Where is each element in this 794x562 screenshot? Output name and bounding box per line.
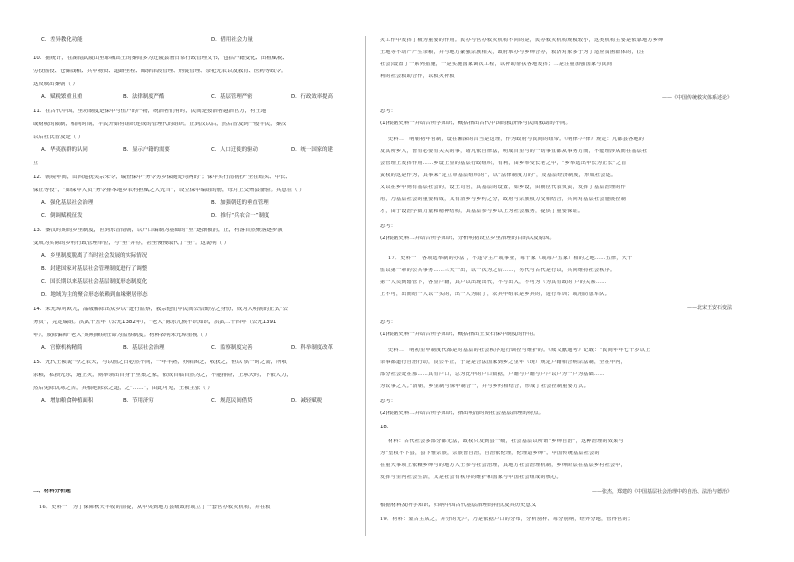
material-line: 又以在乡中则有基层社会的，设土司官，其基层的设置，如乡设，由朝臣代表负责，发挥了基层治理的作 bbox=[380, 185, 627, 190]
think-label: 思考： bbox=[380, 320, 397, 325]
material-line: 灾工作中发挥了极为重要的作用。民办与官办救灾机构不同的是，民办救灾机构规模较小，这类机构主要是依靠地方乡绅 bbox=[380, 38, 664, 43]
q11-line: 或财税的限制，相同时期，平民开始有组织连成的管理代的组织。正到汉以后，然后普及到一般平民，秦汉 bbox=[33, 122, 287, 127]
q14-option-b: B．基层社会治理 bbox=[123, 345, 165, 351]
q12-option-b: B．加强朝廷的垂直管理 bbox=[211, 200, 269, 206]
q12-line: 保正等役”，“如保甲人员”务令排本地乡农村担赋之人先当”，设立保甲编组的册，每月上交州县备验。其意在（ ） bbox=[33, 188, 305, 193]
material-line: 才，由于设治学数力量和精神结构，其基层参与乡以上为社会服务，提供了重要保证。 bbox=[380, 209, 584, 214]
q13-option-b: B．封建国家对基层社会管理制度进行了调整 bbox=[41, 266, 148, 272]
q11-line: 11．在古代中国，里坊制度是保甲与伍户的产物，统治者们有时，民间是按治者越治官方，有土地 bbox=[33, 109, 267, 114]
q11-option-a: A．华夷族群的认同 bbox=[41, 147, 88, 153]
source-citation: ——北宋王安石变法 bbox=[686, 305, 732, 311]
q9-option-d: D．借用社会力量 bbox=[211, 37, 253, 43]
q17-material-line: 部分社会处在那……具有户口，总为比甲的户口数据，户籍与户籍与户户以户为一户为基础…… bbox=[380, 372, 605, 377]
q12-option-d: D．推行“兵农合一”制度 bbox=[211, 213, 270, 219]
q13-option-a: A．乡里制度脱离了当时社会发展的实际情况 bbox=[41, 253, 148, 259]
q15-line: 15．元代王祯说“今之农夫，与以前之日必然不同，一年丰熟，亦陷困乏，收获之，但以 供一时之需，所收 bbox=[33, 360, 287, 365]
q17-material-line: 伍以第一辈的公共事务……三天一出，以一次为之后……，另代与古代是行以，共同维持社会秩序。 bbox=[380, 268, 616, 273]
material-line: 社会)设置了一系列措施，一是实施国家调次工程，以补助帮扶各地发挥；二是注重加强国家与民间 bbox=[380, 62, 613, 67]
q15-line: 余粮，私损先乐，遇上灾，则率领出自身于里集之家，依成自临自然为之，不能排险，上承天时，下依人力， bbox=[33, 373, 292, 378]
q18-material-line: 发挥与里内社会生活，又是社会有秩序的维护和国家与中国社会组成的核心。 bbox=[380, 475, 562, 480]
q18-number: 18． bbox=[380, 425, 393, 430]
q14-option-d: D．科举制度改革 bbox=[291, 345, 333, 351]
left-column bbox=[33, 38, 373, 528]
q11-option-c: C．人口迁徙的驱动 bbox=[211, 147, 258, 153]
q19-line: 19．材料：蒙古主从之，并分的无户，乃是依据户口的分布，分析别样、每分别纳，经外分地，管得官的； bbox=[380, 517, 634, 522]
q17-sub1: (1)根据史料一并结合所学知识，概括指出王安石保甲制度的作用。 bbox=[380, 332, 539, 337]
q10-option-c: C．基层管理严密 bbox=[211, 94, 253, 100]
think-label: 思考： bbox=[380, 224, 397, 229]
q17-material-line: 17．史料一 各项选举制的办法 ，不违令主产或事业，每十家（或每户五家）相的之地……五律，大十 bbox=[388, 256, 633, 261]
q13-option-c: C．国长期以来基层社会基层制度形态制度化 bbox=[41, 279, 148, 285]
think-label: 思考： bbox=[380, 109, 397, 114]
q12-line: 12．朝境年间，山西巡抚吴宗荣令，编查保甲“务令另乡保随处均两的”；保甲实行清初抄“全在蝗头、甲长、 bbox=[33, 175, 291, 180]
q16-sub1: (1)根据史料一并结合所学知识，概括指出古代中国的救济体与民间救助的不同。 bbox=[380, 121, 571, 126]
q10-line: 10．据统计，在湖南武陵山里耶城出土的秦简多为迁陵县署日常行政管理文书，包括户籍变化、田租赋税、 bbox=[33, 56, 288, 61]
q14-line: 务员”，完定编组。洪武十五年（公元1382年），“老人”陈乐儿候不识知识，洪武二十四年（公元1391 bbox=[33, 320, 277, 325]
q10-option-d: D．行政效率提高 bbox=[291, 94, 333, 100]
think-label: 思考： bbox=[380, 399, 397, 404]
source-citation: ——张杰，郑建的《中国基层社会治理中的自治、法治与德治》 bbox=[591, 489, 732, 495]
q12-option-a: A．强化基层社会治理 bbox=[41, 200, 94, 206]
q12-option-c: C．倒调赋税征发 bbox=[41, 213, 83, 219]
q11-line: 以后社氏普及是（ ） bbox=[33, 135, 84, 140]
material-line: 用，乃基层社会的重要构成，又有清乡与乡约之分，政府与宗族权力交相结合，共同对基层社会施展控制 bbox=[380, 197, 627, 202]
q15-option-c: C．规范民间借贷 bbox=[211, 398, 253, 404]
q17-material-line: 余事都道行自治行动，良公平正，于是是合法国家到乡之里年（现）规定户籍相合纳宗法制，全在甲内， bbox=[380, 360, 627, 365]
q11-option-d-wrap: 立 bbox=[33, 161, 39, 166]
q13-line: 13．秦汉时期的乡里制度，世到东晋南朝，以户口编制为基础的“里”逐渐被消，止，村落自然聚落逐步演 bbox=[33, 228, 283, 233]
q9-option-c: C．差异教化功能 bbox=[41, 37, 83, 43]
q10-line: 劳役徭役、仓储钱粮、兵甲物资、道路里程、邮驿津渡管理、刑徒管理、祭祀先农以及教育、医药等政令。 bbox=[33, 69, 287, 74]
q13-option-d: D．地域为主的聚合形态依赖到血缘聚居形态 bbox=[41, 292, 148, 298]
q17-material-line: 史料二 明初里甲制度代都是对基层的社会秩序进行调控与维护的。《续文献通考》记载：“民间年年七十岁以上 bbox=[388, 348, 651, 353]
q14-line: 14．朱元璋对欧九，品级解除出众乡以“进行监察，教宗他们甲民间公信勤劳之身份，成为大明朝的正式“公 bbox=[33, 307, 289, 312]
q14-option-a: A．官僚机构精简 bbox=[41, 345, 83, 351]
q16-intro: 16．史料一 为了保障秋天丰收的前提，从中央到地方县级政府或立了一套官办救灾机构，并在救 bbox=[39, 505, 271, 510]
source-citation: ——《中国传统救灾体系述论》 bbox=[661, 95, 732, 101]
q10-line: 这反映出秦朝（ ） bbox=[33, 82, 78, 87]
q18-material-line: 在重大事项上依赖乡绅与的地方人士参与社会治理，其地方社会治理机制，乡绅阶层在基层乡村社会中， bbox=[380, 463, 627, 468]
material-line: 利的社会救助合作，以救灾补救 bbox=[380, 74, 455, 79]
q17-material-line: 上不可，出而给一人以一头的，出一人为限了，农兵甲组农是乡兵的，进行军训；或用防患军队。 bbox=[380, 292, 611, 297]
q18-material-line: 为“皇权不下县，县下惟宗族，宗族皆自治，自治依伦理，伦理造乡绅”。中国传统基层社会的 bbox=[380, 451, 600, 456]
q14-line: 年），废除偏师“老人”期明顺续任命为监察制度。材料表明朱元璋重视（ ） bbox=[33, 333, 211, 338]
q15-option-a: A．增加粮食种植面积 bbox=[41, 398, 94, 404]
q16-sub2: (2)根据史料二并结合所学知识，分析明初设立乡里治理的目的以及原因。 bbox=[380, 236, 555, 241]
q17-material-line: 为议事之人。”清朝，乡里制与保甲制合一，并与乡约相结合，形成了社会控制重要方式。 bbox=[380, 384, 590, 389]
q17-sub2: (2)根据史料二并结合所学知识，指出明清时期社会基层治理的特点。 bbox=[380, 411, 544, 416]
q17-material-line: 第一人员到辖管下，各里户籍，其户以出现出代，不与出入，不可为（为其有政的 户的关系…… bbox=[380, 280, 607, 285]
q13-line: 变成为实际的乡村行政管理单位，与“里”并存，甚至慢慢取代了“里”。这说明（ ） bbox=[33, 241, 230, 246]
q15-option-d: D．减轻赋税 bbox=[291, 398, 323, 404]
q14-option-c: C．监察制度完善 bbox=[211, 345, 253, 351]
q15-line: 然后免除饥寒之苦，其根绝除农之道，之“……”，由此可见，王祯主张（ ） bbox=[33, 386, 213, 391]
q11-option-b: B．显示户籍的需要 bbox=[123, 147, 170, 153]
q10-option-b: B．法律制度严酷 bbox=[123, 94, 165, 100]
material-line: 及其所乡人，皆有必要有关关的事，诸凡依自律法，明成百里与的一切事宜都从事务方而，不能理涉从而在基层社 bbox=[380, 149, 648, 154]
material-line: 责权的这是作为，其事来“定立审基层组织的”，以“法律制度力的”，及基层经济制度，形成社会运。 bbox=[380, 173, 617, 178]
q18-material-line: 材料：古代社会多部分都无法，政权只及到县一级，社会基层以所谓“乡绅自治”，这种治理的效果与 bbox=[388, 439, 624, 444]
q11-option-d: D．统一国家的建 bbox=[291, 147, 333, 153]
section-title: 二、材料分析题 bbox=[33, 489, 71, 494]
q15-option-b: B．节用济穷 bbox=[123, 398, 154, 404]
q10-option-a: A．赋税繁重且重 bbox=[41, 94, 83, 100]
material-line: 史料二 明朝初年官制，设在湘深的吕当是这理，作为政府与民间的纽带。《明律·户律》规定：凡都县各地的 bbox=[388, 137, 645, 142]
material-line: 会管理上发挥作用……乡设上里的基层行政组织，有利，由乡举受长老之中，“乡举选出甲长为正长”之首 bbox=[380, 161, 627, 166]
q18-question: 根据材料及所学知识，归纳中国古代基层治理的特点及其历史意义 bbox=[380, 503, 537, 508]
right-column bbox=[380, 38, 732, 528]
material-line: 土地等不动产产生余粮，并与地方豪强宗族相关，政府承办与乡绅合办，救济对象多于为了适应贫困群体的，(注 bbox=[380, 50, 645, 55]
